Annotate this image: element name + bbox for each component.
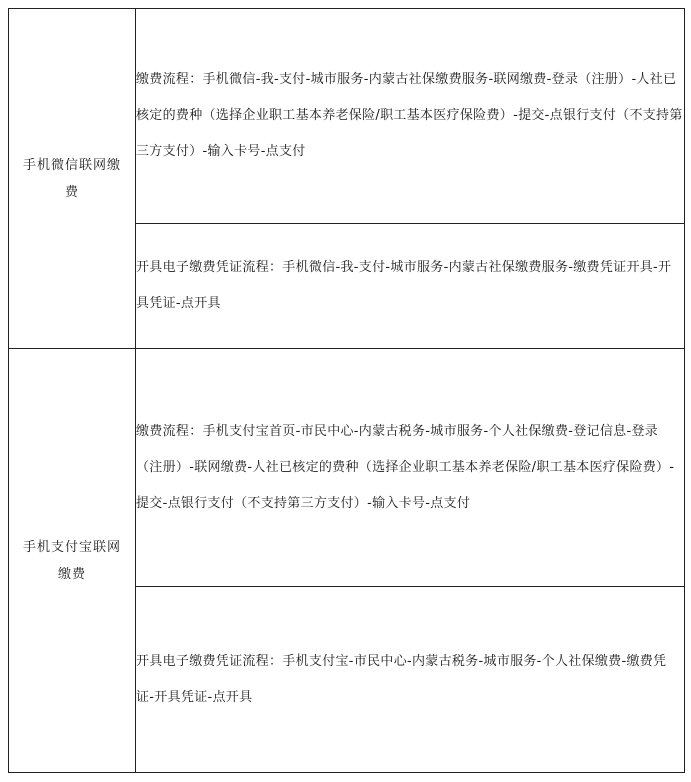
table-row-wechat-payment bbox=[9, 9, 685, 224]
payment-methods-table bbox=[8, 8, 685, 773]
method-cell-alipay bbox=[9, 349, 136, 773]
method-label-alipay: 手机支付宝联网缴费 bbox=[22, 539, 121, 582]
table-row-alipay-payment bbox=[9, 349, 685, 587]
method-cell-wechat bbox=[9, 9, 136, 349]
payment-flow-cell-alipay bbox=[136, 349, 685, 587]
payment-flow-text-wechat: 缴费流程：手机微信-我-支付-城市服务-内蒙古社保缴费服务-联网缴费-登录（注册）-人社已核定的费种（选择企业职工基本养老保险/职工基本医疗保险费）-提交-点银行支付（不支持第三方支付）-输入卡号-点支付 bbox=[136, 72, 683, 159]
voucher-flow-text-wechat: 开具电子缴费凭证流程：手机微信-我-支付-城市服务-内蒙古社保缴费服务-缴费凭证开具-开具凭证-点开具 bbox=[136, 260, 672, 311]
method-label-wechat: 手机微信联网缴费 bbox=[22, 157, 121, 200]
voucher-flow-cell-alipay bbox=[136, 587, 685, 773]
payment-flow-cell-wechat bbox=[136, 9, 685, 224]
payment-flow-text-alipay: 缴费流程：手机支付宝首页-市民中心-内蒙古税务-城市服务-个人社保缴费-登记信息-登录（注册）-联网缴费-人社已核定的费种（选择企业职工基本养老保险/职工基本医疗保险费）-提交-点银行支付（不支持第三方支付）-输入卡号-点支付 bbox=[136, 423, 675, 511]
voucher-flow-text-alipay: 开具电子缴费凭证流程：手机支付宝-市民中心-内蒙古税务-城市服务-个人社保缴费-缴费凭证-开具凭证-点开具 bbox=[136, 653, 667, 705]
voucher-flow-cell-wechat bbox=[136, 224, 685, 349]
